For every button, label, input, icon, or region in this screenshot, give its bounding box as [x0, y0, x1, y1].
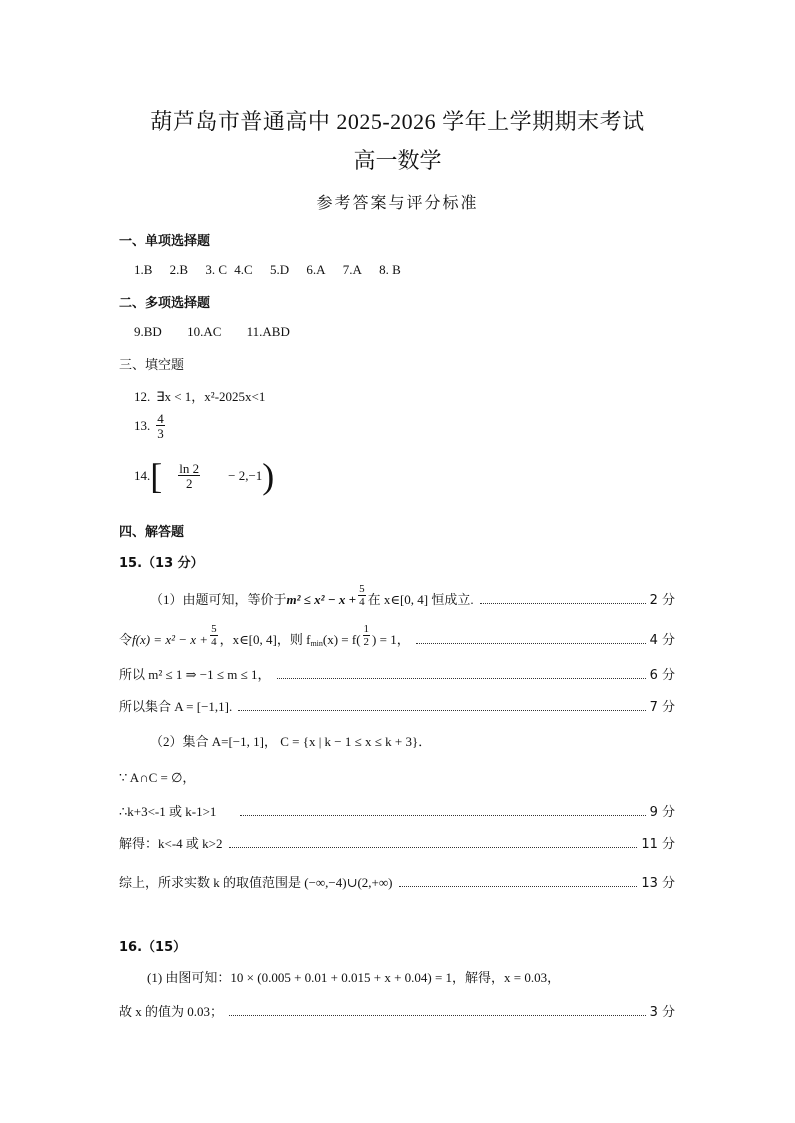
- q15-line-4: [119, 696, 675, 715]
- q15-l7-text: ∴k+3<-1 或 k-1>1: [119, 804, 217, 819]
- q15-l5-text: （2）集合 A=[−1, 1]， C = {x | k − 1 ≤ x ≤ k + 3}．: [150, 734, 432, 749]
- q15-l3-text: 所以 m² ≤ 1 ⇒ −1 ≤ m ≤ 1，: [119, 667, 271, 682]
- q15-l3-score: 6 分: [649, 668, 675, 683]
- q15-line-6: [119, 767, 675, 786]
- q15-line-5: [150, 731, 675, 750]
- q15-l8-text: 解得：k<-4 或 k>2: [119, 836, 223, 851]
- answer-2: 2.B: [169, 262, 189, 277]
- q16-line-1: [147, 967, 675, 986]
- q15-l4-text: 所以集合 A = [−1,1].: [119, 699, 233, 714]
- q15-l8-score: 11 分: [641, 837, 675, 852]
- q15-l1-frac-num: 5: [359, 583, 365, 595]
- q15-l1-score: 2 分: [649, 593, 675, 608]
- q15-l2-fraction-2: [363, 624, 371, 648]
- q15-heading: 15.（13 分）: [119, 556, 204, 571]
- right-paren-icon: ): [262, 456, 275, 496]
- q15-line-1: [150, 584, 675, 608]
- q15-l1-fraction: [358, 584, 366, 608]
- fill-12-answer: ∃x < 1，x²-2025x<1: [156, 389, 266, 404]
- q15-l2-tail: ) = 1，: [372, 632, 410, 647]
- q15-l2-expr: f(x) = x² − x +: [132, 632, 209, 647]
- q15-l1-text: （1）由题可知，等价于: [150, 592, 287, 607]
- answer-11: 11.ABD: [246, 324, 290, 339]
- fill-13-denominator: 3: [157, 426, 164, 441]
- dotted-leader: [480, 602, 646, 604]
- q16-heading: 16.（15）: [119, 940, 187, 955]
- fill-13-label: 13.: [134, 418, 151, 433]
- section-solutions: 四、解答题: [119, 525, 185, 540]
- exam-title: 葫芦岛市普通高中 2025-2026 学年上学期期末考试: [150, 109, 645, 134]
- multi-choice-answers: [134, 324, 304, 340]
- dotted-leader: [240, 814, 645, 816]
- q15-line-7: [119, 801, 675, 820]
- fill-13-fraction: [156, 412, 179, 440]
- dotted-leader: [416, 642, 646, 644]
- answer-9: 9.BD: [134, 324, 162, 339]
- answer-4: 4.C: [234, 262, 253, 277]
- q15-line-3: [119, 664, 675, 683]
- q15-l1-expr: m² ≤ x² − x +: [286, 592, 357, 607]
- section-single-choice: 一、单项选择题: [119, 234, 211, 249]
- q15-l9-text: 综上，所求实数 k 的取值范围是 (−∞,−4)∪(2,+∞): [119, 875, 393, 890]
- q15-l2-text: 令: [119, 632, 133, 647]
- q15-l7-score: 9 分: [649, 805, 675, 820]
- q15-l2-mid: ，x∈[0, 4]，则 f: [219, 632, 311, 647]
- dotted-leader: [277, 677, 646, 679]
- q15-line-8: [119, 833, 675, 852]
- q16-l1-text: (1) 由图可知：10 × (0.005 + 0.01 + 0.015 + x + 0.04) = 1，解得，x = 0.03，: [147, 970, 561, 985]
- fill-14: [134, 458, 288, 494]
- q15-l2-frac-den: 4: [211, 636, 217, 648]
- fill-14-numerator: ln 2: [179, 461, 200, 476]
- q15-l2-score: 4 分: [649, 633, 675, 648]
- q16-l2-text: 故 x 的值为 0.03；: [119, 1004, 224, 1019]
- answer-1: 1.B: [134, 262, 153, 277]
- section-multi-choice: 二、多项选择题: [119, 296, 211, 311]
- dotted-leader: [399, 885, 638, 887]
- fill-14-label: 14.: [134, 468, 151, 483]
- q15-l2-frac2-num: 1: [363, 623, 370, 635]
- answer-10: 10.AC: [187, 324, 222, 339]
- q15-l1-frac-den: 4: [359, 596, 365, 608]
- answer-8: 8. B: [379, 262, 401, 277]
- q15-l1-tail: 在 x∈[0, 4] 恒成立.: [367, 592, 474, 607]
- fill-14-rest: − 2,−1: [228, 468, 263, 483]
- q15-l4-score: 7 分: [649, 700, 675, 715]
- q15-l2-frac2-den: 2: [363, 636, 370, 648]
- subject-title: 高一数学: [353, 148, 442, 173]
- answer-6: 6.A: [306, 262, 326, 277]
- answer-5: 5.D: [269, 262, 290, 277]
- fill-14-fraction: [178, 462, 214, 490]
- doc-type: 参考答案与评分标准: [316, 195, 479, 212]
- single-choice-answers: [134, 262, 415, 278]
- dotted-leader: [229, 846, 638, 848]
- section-fill-blank: 三、填空题: [119, 358, 185, 373]
- answer-3: 3. C: [205, 262, 228, 277]
- dotted-leader: [229, 1014, 646, 1016]
- q15-line-2: [119, 624, 675, 648]
- fill-13-numerator: 4: [157, 411, 164, 426]
- dotted-leader: [238, 709, 645, 711]
- q15-l2-subscript: min: [310, 639, 323, 648]
- q15-l9-score: 13 分: [641, 876, 675, 891]
- q15-l6-text: ∵ A∩C = ∅，: [119, 770, 196, 785]
- q15-line-9: [119, 872, 675, 891]
- q16-l2-score: 3 分: [649, 1005, 675, 1020]
- q15-l2-frac-num: 5: [211, 623, 217, 635]
- fill-12: [134, 386, 279, 405]
- left-bracket-icon: [: [150, 456, 163, 496]
- q15-l2-mid2: (x) = f(: [322, 632, 361, 647]
- fill-13: [134, 412, 193, 440]
- answer-7: 7.A: [342, 262, 362, 277]
- fill-14-denominator: 2: [185, 476, 193, 491]
- fill-12-label: 12.: [134, 389, 151, 404]
- q16-line-2: [119, 1001, 675, 1020]
- q15-l2-fraction: [210, 624, 218, 648]
